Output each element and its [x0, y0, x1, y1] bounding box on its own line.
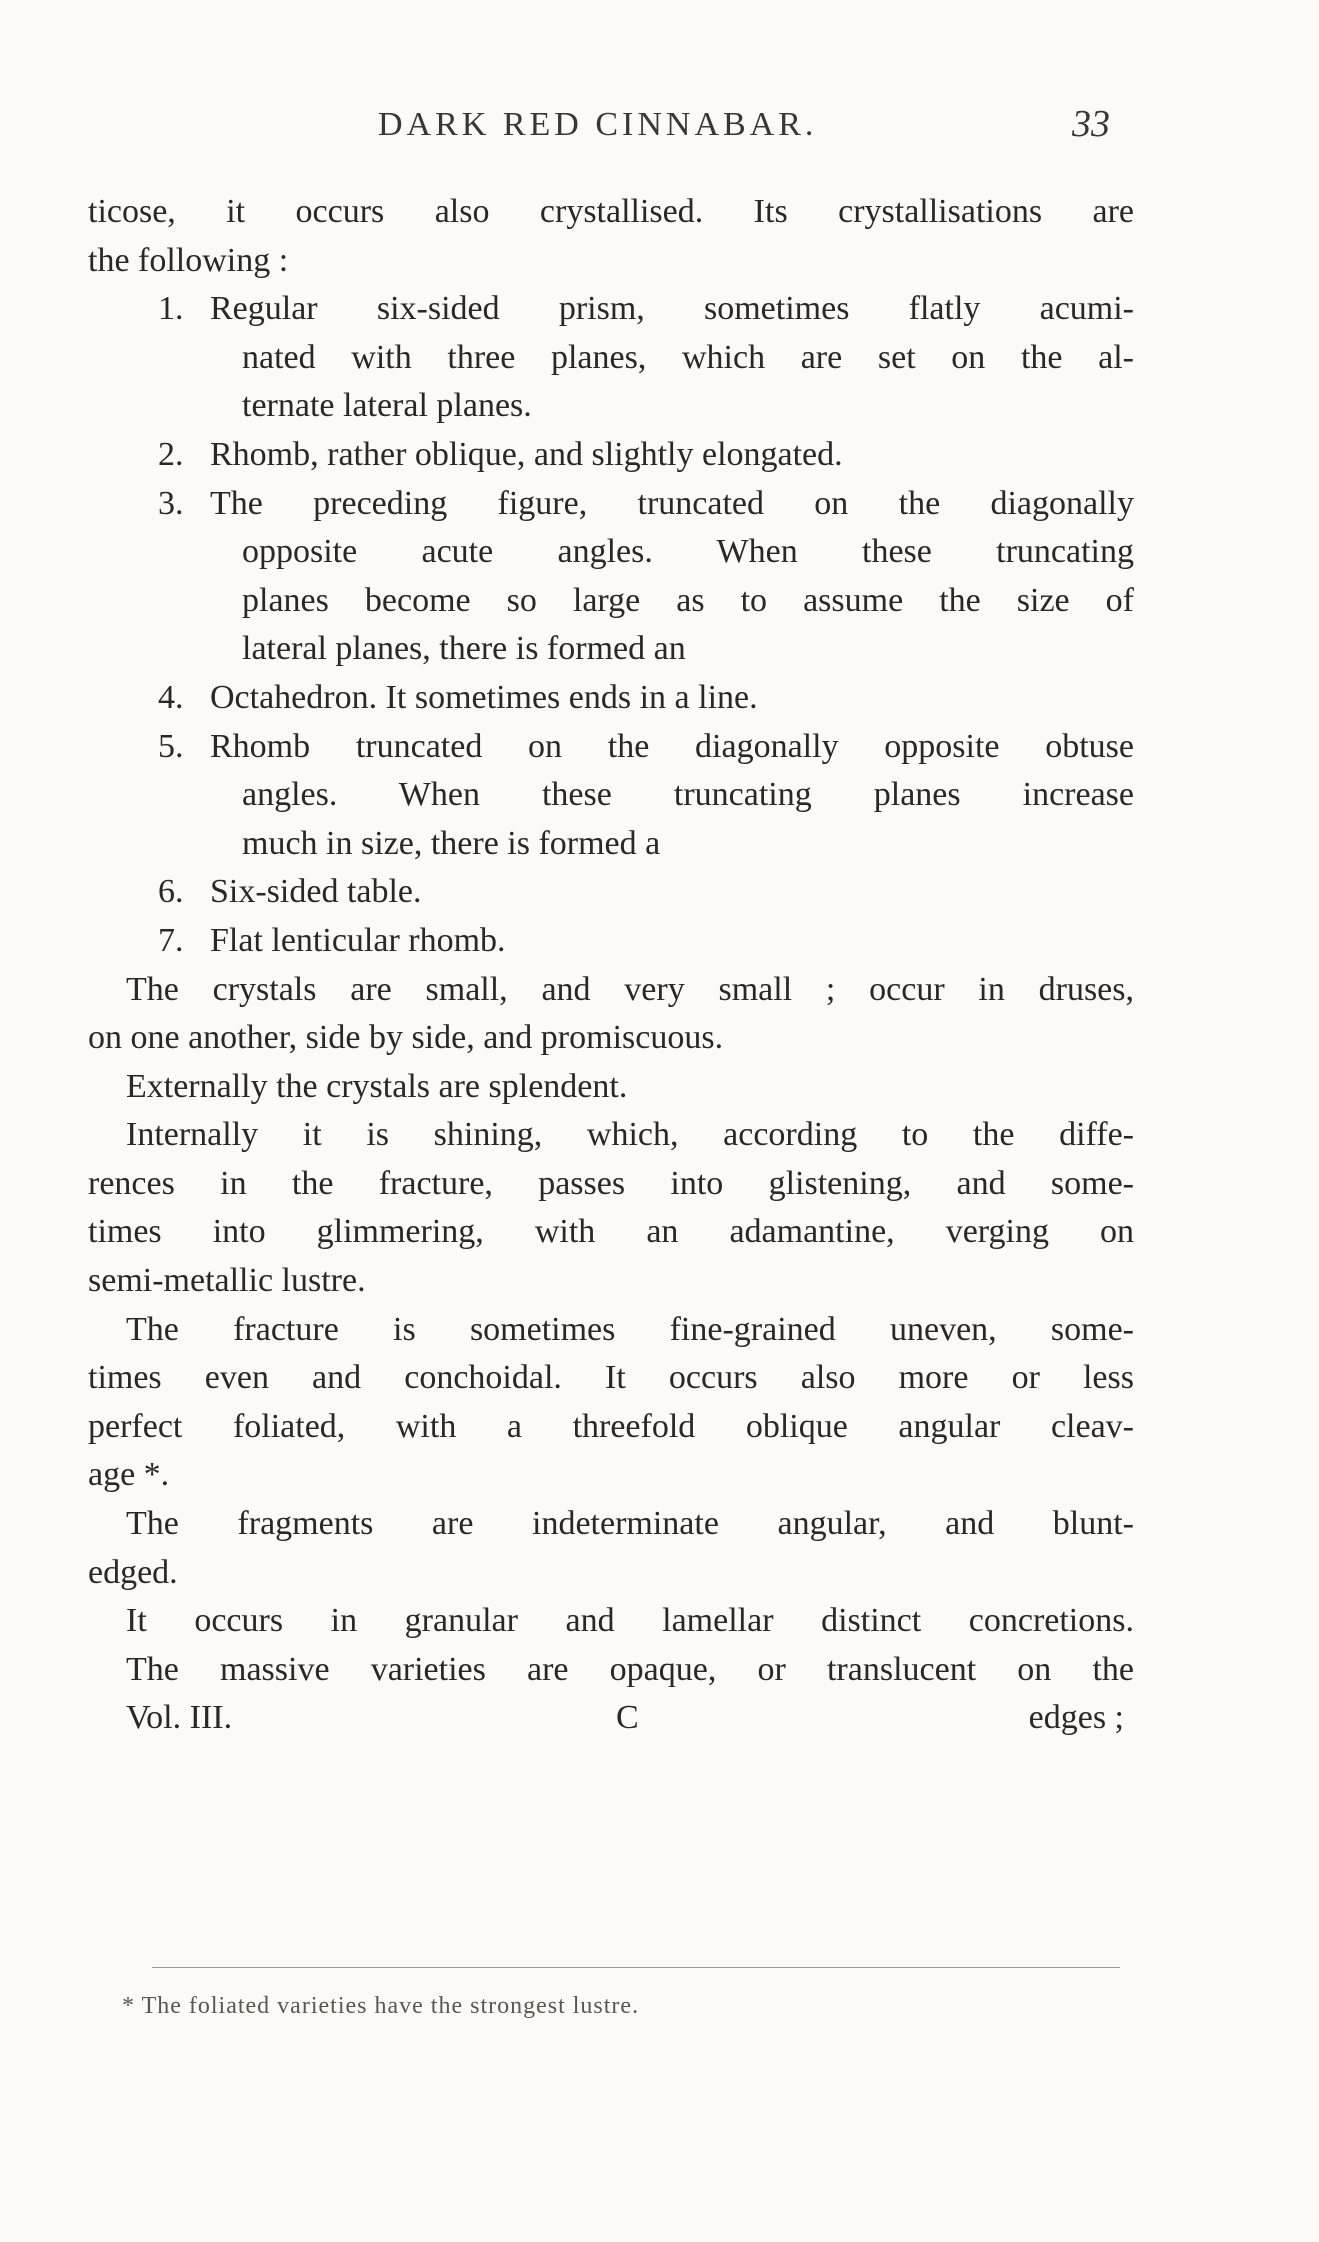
line-text: much in size, there is formed a — [242, 824, 661, 862]
text-line — [88, 480, 1134, 529]
text-line — [88, 625, 1134, 674]
text-line — [88, 237, 1134, 286]
line-text: times into glimmering, with an adamantine, verging on — [88, 1213, 1134, 1251]
text-line — [88, 1306, 1134, 1355]
text-line — [88, 1257, 1134, 1306]
text-line — [88, 723, 1134, 772]
line-text: The massive varieties are opaque, or translucent on the — [126, 1650, 1134, 1688]
line-text: on one another, side by side, and promiscuous. — [88, 1019, 724, 1057]
list-item-text: The preceding figure, truncated on the diagonally — [210, 484, 1134, 522]
text-line — [88, 431, 1134, 480]
text-line — [88, 917, 1134, 966]
page-number: 33 — [1072, 103, 1110, 145]
line-text: lateral planes, there is formed an — [242, 630, 686, 668]
text-line — [88, 528, 1134, 577]
list-number: 2. — [158, 435, 184, 473]
list-item-text: Regular six-sided prism, sometimes flatly acumi- — [210, 290, 1134, 328]
list-item-text: Rhomb, rather oblique, and slightly elongated. — [210, 435, 843, 473]
text-line — [88, 1500, 1134, 1549]
line-text: It occurs in granular and lamellar distinct concretions. — [126, 1602, 1134, 1640]
line-text: The crystals are small, and very small ; occur in druses, — [126, 970, 1134, 1008]
line-text: times even and conchoidal. It occurs also more or less — [88, 1359, 1134, 1397]
line-text: edged. — [88, 1553, 178, 1591]
volume-mark: Vol. III. — [126, 1699, 233, 1737]
line-text: ticose, it occurs also crystallised. Its crystallisations are — [88, 193, 1134, 230]
text-line — [88, 334, 1134, 383]
text-line — [88, 285, 1134, 334]
line-text: the following : — [88, 241, 289, 279]
text-line — [88, 188, 1134, 237]
text-line — [88, 1403, 1134, 1452]
list-item-text: Flat lenticular rhomb. — [210, 921, 506, 959]
text-line — [88, 966, 1134, 1015]
line-text: opposite acute angles. When these truncating — [242, 533, 1134, 571]
signature-mark: C — [616, 1699, 639, 1737]
list-number: 6. — [158, 873, 184, 911]
text-line — [88, 382, 1134, 431]
line-text: rences in the fracture, passes into glistening, and some- — [88, 1164, 1134, 1202]
text-line — [88, 1160, 1134, 1209]
text-line — [88, 1354, 1134, 1403]
line-text: nated with three planes, which are set on the al- — [242, 338, 1134, 376]
running-title: DARK RED CINNABAR. — [378, 106, 818, 143]
text-line — [88, 820, 1134, 869]
text-line — [88, 1014, 1134, 1063]
line-text: angles. When these truncating planes increase — [242, 776, 1134, 814]
line-text: planes become so large as to assume the size of — [242, 581, 1134, 619]
signature-line — [88, 1694, 1134, 1743]
line-text: The fracture is sometimes fine-grained uneven, some- — [126, 1310, 1134, 1348]
list-item-text: Rhomb truncated on the diagonally opposite obtuse — [210, 727, 1134, 765]
catchword: edges ; — [1028, 1699, 1124, 1737]
list-item-text: Octahedron. It sometimes ends in a line. — [210, 678, 758, 716]
text-line — [88, 771, 1134, 820]
text-line — [88, 868, 1134, 917]
line-text: perfect foliated, with a threefold oblique angular cleav- — [88, 1407, 1134, 1445]
line-text: Externally the crystals are splendent. — [126, 1067, 628, 1105]
text-line — [88, 1208, 1134, 1257]
text-line — [88, 1549, 1134, 1598]
list-number: 1. — [158, 290, 184, 328]
text-line — [88, 577, 1134, 626]
list-item-text: Six-sided table. — [210, 873, 422, 911]
list-number: 5. — [158, 727, 184, 765]
line-text: Internally it is shining, which, according to the diffe- — [126, 1116, 1134, 1154]
line-text: age *. — [88, 1456, 170, 1494]
list-number: 7. — [158, 921, 184, 959]
list-number: 4. — [158, 678, 184, 716]
footnote-rule — [152, 1967, 1120, 1968]
body-text — [88, 188, 1134, 1743]
footnote: * The foliated varieties have the strongest lustre. — [122, 1993, 640, 2019]
line-text: The fragments are indeterminate angular, and blunt- — [126, 1505, 1134, 1543]
text-line — [88, 674, 1134, 723]
text-line — [88, 1597, 1134, 1646]
line-text: ternate lateral planes. — [242, 387, 532, 425]
text-line — [88, 1451, 1134, 1500]
text-line — [88, 1646, 1134, 1695]
line-text: semi-metallic lustre. — [88, 1262, 366, 1300]
text-line — [88, 1063, 1134, 1112]
text-line — [88, 1111, 1134, 1160]
list-number: 3. — [158, 484, 184, 522]
